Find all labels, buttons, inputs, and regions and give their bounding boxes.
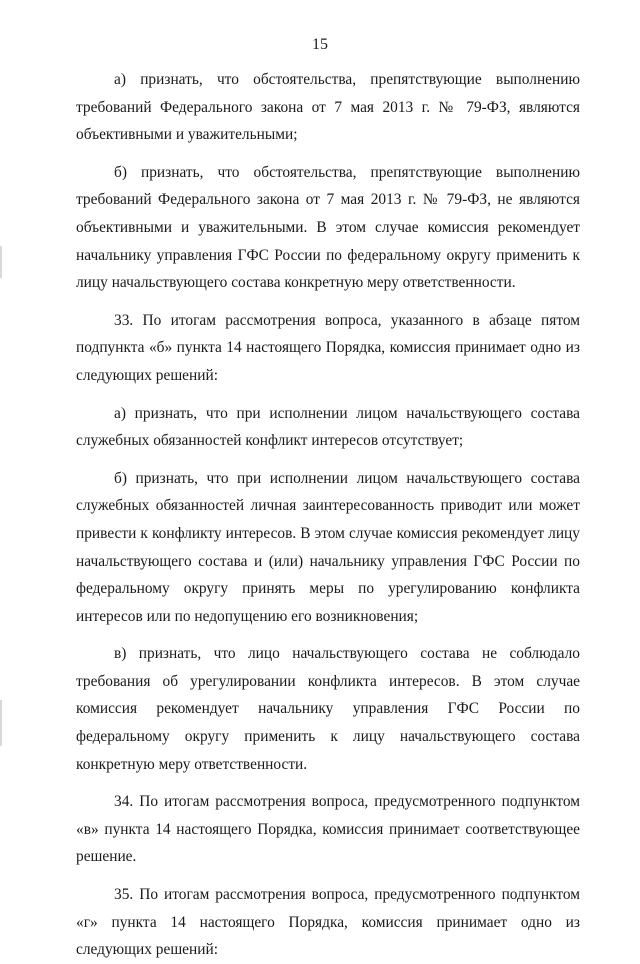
paragraph-33-a: а) признать, что при исполнении лицом начальствующего состава служебных обязанностей конфликт интересов отсутствует; [76, 404, 580, 450]
scan-edge-mark-top [0, 246, 2, 278]
paragraph-b-recognize-not-objective: б) признать, что обстоятельства, препятствующие выполнению требований Федерального закона от 7 мая 2013 г. № 79-ФЗ, не являются объективными и уважительными. В этом случае комиссия рекомендует начальнику управления ГФС России по федеральному округу применить к лицу начальствующего состава конкретную меру ответственности. [76, 163, 580, 292]
paragraph-35: 35. По итогам рассмотрения вопроса, предусмотренного подпунктом «г» пункта 14 настоящего Порядка, комиссия принимает одно из следующих решений: [76, 886, 580, 959]
paragraph-a-recognize-objective: а) признать, что обстоятельства, препятствующие выполнению требований Федерального закона от 7 мая 2013 г. № 79-ФЗ, являются объективными и уважительными; [76, 71, 580, 144]
document-body [76, 66, 580, 964]
paragraph-33: 33. По итогам рассмотрения вопроса, указанного в абзаце пятом подпункта «б» пункта 14 настоящего Порядка, комиссия принимает одно из следующих решений: [76, 311, 580, 384]
scan-edge-mark-bottom [0, 700, 2, 746]
paragraph-34: 34. По итогам рассмотрения вопроса, предусмотренного подпунктом «в» пункта 14 настоящего Порядка, комиссия принимает соответствующее решение. [76, 793, 580, 866]
paragraph-33-v: в) признать, что лицо начальствующего состава не соблюдало требования об урегулировании конфликта интересов. В этом случае комиссия рекомендует начальнику управления ГФС России по федеральному округу применить к лицу начальствующего состава конкретную меру ответственности. [76, 645, 580, 773]
paragraph-33-b: б) признать, что при исполнении лицом начальствующего состава служебных обязанностей личная заинтересованность приводит или может привести к конфликту интересов. В этом случае комиссия рекомендует лицу начальствующего состава и (или) начальнику управления ГФС России по федеральному округу принять меры по урегулированию конфликта интересов или по недопущению его возникновения; [76, 469, 580, 625]
page-number: 15 [312, 36, 328, 53]
